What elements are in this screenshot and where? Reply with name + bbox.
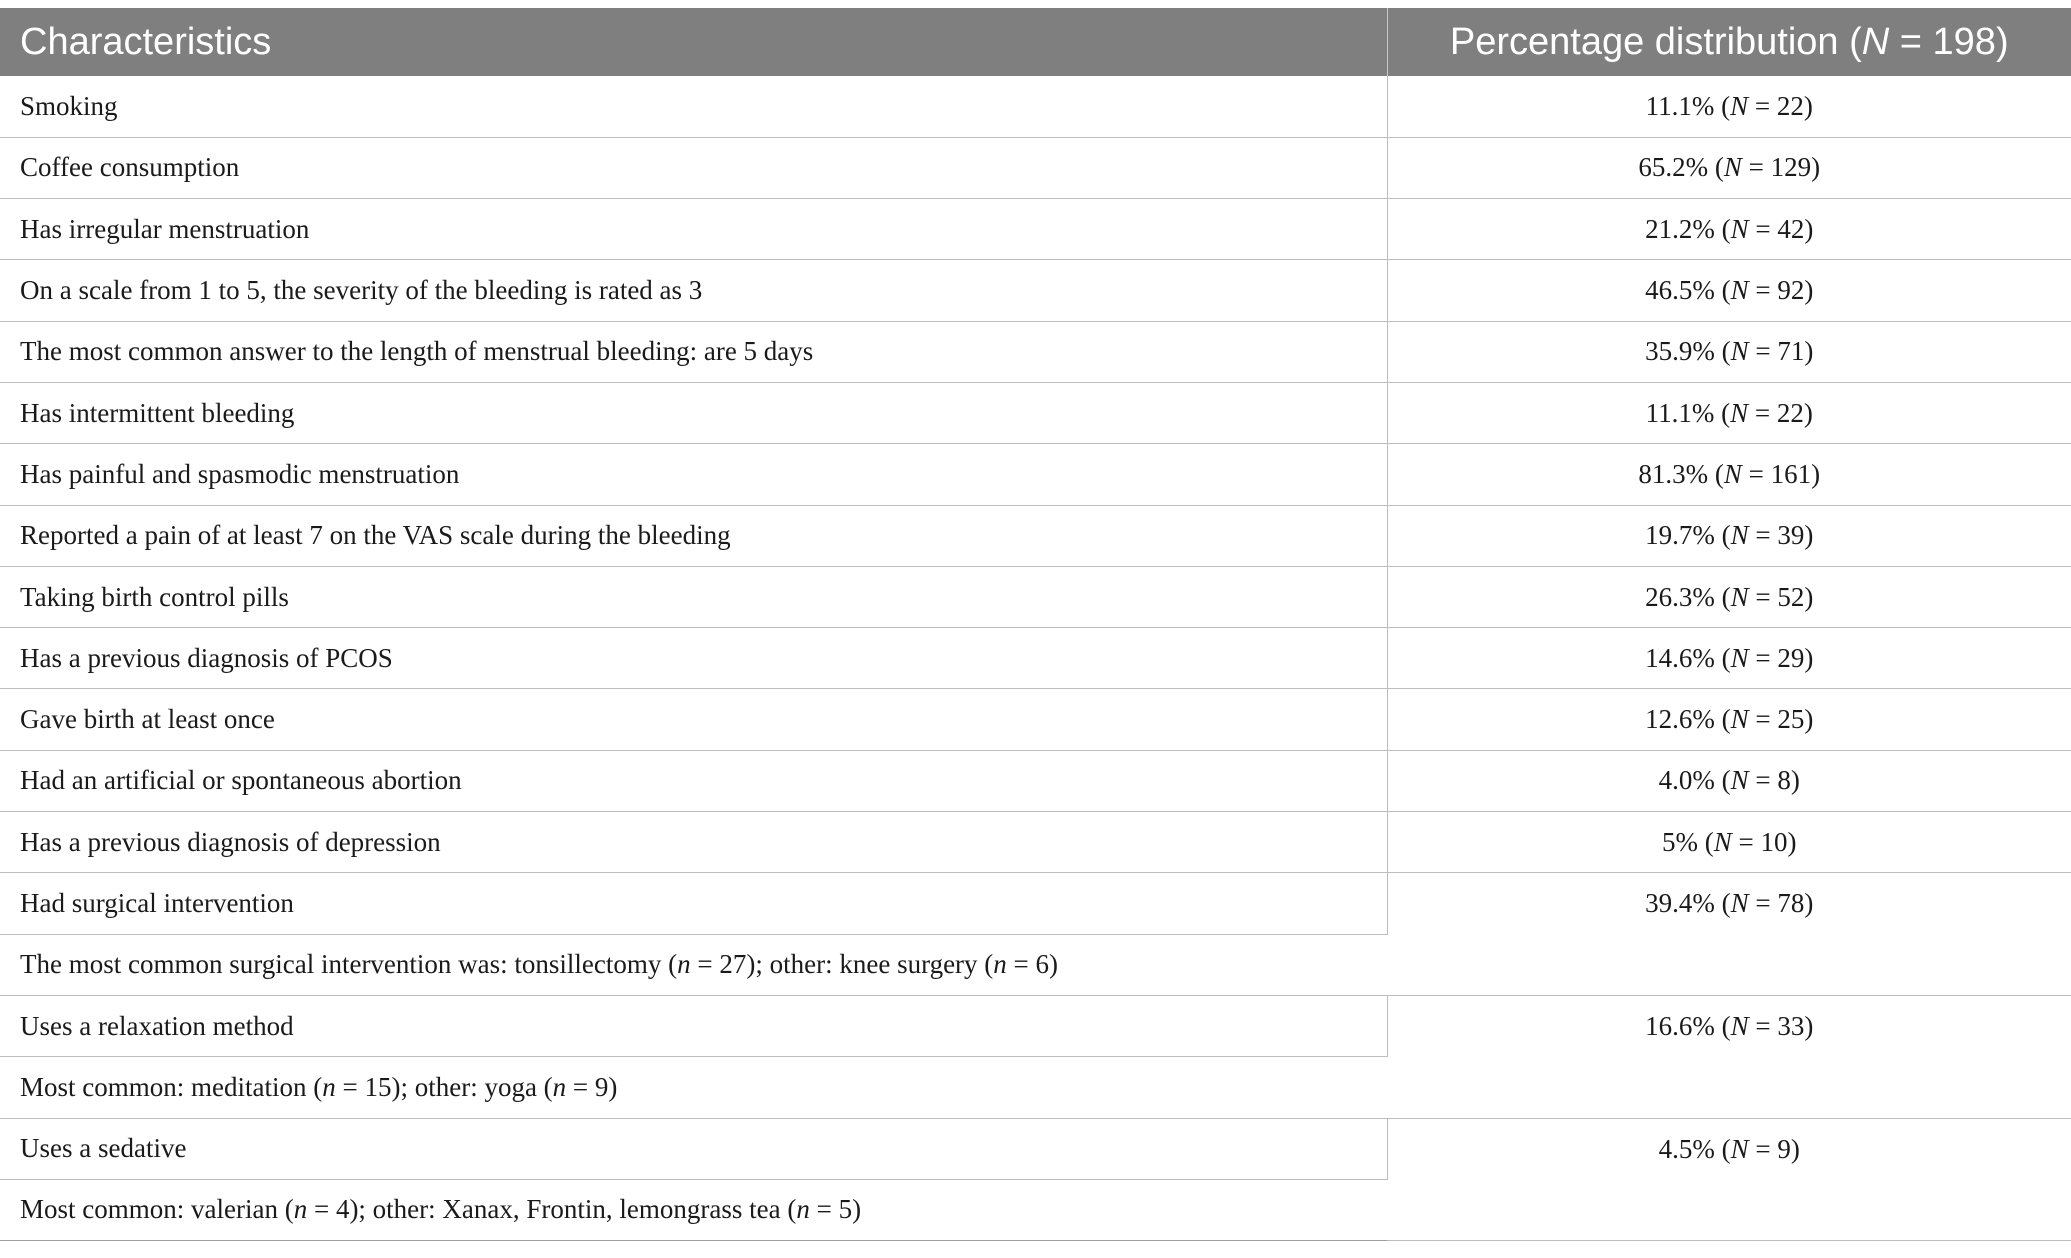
value-n-count: 33 bbox=[1777, 1010, 1805, 1041]
value-n-symbol: N bbox=[1730, 765, 1749, 796]
percentage-value bbox=[1387, 505, 2071, 566]
value-n-symbol: N bbox=[1730, 704, 1749, 735]
value-percent: 16.6% bbox=[1645, 1010, 1715, 1041]
value-open-paren: ( bbox=[1714, 213, 1731, 244]
value-open-paren: ( bbox=[1708, 458, 1724, 489]
characteristic-label: Uses a relaxation method bbox=[0, 995, 1387, 1056]
value-percent: 14.6% bbox=[1645, 642, 1715, 673]
value-close-paren: ) bbox=[1804, 336, 1814, 367]
value-close-paren: ) bbox=[1811, 152, 1821, 183]
detail-value-1: 4 bbox=[335, 1194, 350, 1225]
table-row bbox=[0, 566, 2071, 627]
value-equals: = bbox=[1748, 765, 1778, 796]
detail-text-3: ) bbox=[1049, 949, 1059, 980]
percentage-value bbox=[1387, 873, 2071, 996]
characteristic-label: Has a previous diagnosis of depression bbox=[0, 812, 1387, 873]
table-row bbox=[0, 137, 2071, 198]
characteristic-label: The most common answer to the length of menstrual bleeding: are 5 days bbox=[0, 321, 1387, 382]
table-row bbox=[0, 260, 2071, 321]
characteristic-label: Taking birth control pills bbox=[0, 566, 1387, 627]
value-equals: = bbox=[1748, 1010, 1778, 1041]
characteristics-table bbox=[0, 8, 2071, 1241]
characteristic-label: Has irregular menstruation bbox=[0, 199, 1387, 260]
characteristic-label: Reported a pain of at least 7 on the VAS scale during the bleeding bbox=[0, 505, 1387, 566]
value-equals: = bbox=[1748, 397, 1777, 428]
value-percent: 4.5% bbox=[1658, 1133, 1715, 1164]
value-equals: = bbox=[1748, 704, 1778, 735]
value-equals: = bbox=[1748, 336, 1778, 367]
value-equals: = bbox=[1748, 275, 1778, 306]
value-equals: = bbox=[1748, 213, 1778, 244]
characteristic-label: Uses a sedative bbox=[0, 1118, 1387, 1179]
value-open-paren: ( bbox=[1714, 1010, 1731, 1041]
table-row-group-main bbox=[0, 995, 2071, 1056]
table-row bbox=[0, 505, 2071, 566]
characteristic-label: Gave birth at least once bbox=[0, 689, 1387, 750]
header-col2-var: N bbox=[1861, 20, 1890, 63]
detail-n-symbol: n bbox=[322, 1071, 336, 1102]
detail-equals: = bbox=[566, 1071, 595, 1102]
characteristic-label: Has a previous diagnosis of PCOS bbox=[0, 628, 1387, 689]
detail-equals: = bbox=[809, 1194, 839, 1225]
value-n-count: 9 bbox=[1777, 1133, 1791, 1164]
value-n-count: 129 bbox=[1770, 152, 1812, 183]
value-n-count: 161 bbox=[1770, 458, 1812, 489]
value-close-paren: ) bbox=[1804, 213, 1814, 244]
value-n-count: 42 bbox=[1777, 213, 1805, 244]
value-percent: 19.7% bbox=[1645, 520, 1715, 551]
characteristic-label: Had surgical intervention bbox=[0, 873, 1387, 934]
value-equals: = bbox=[1748, 888, 1778, 919]
value-n-count: 39 bbox=[1777, 520, 1805, 551]
percentage-value bbox=[1387, 76, 2071, 137]
value-percent: 65.2% bbox=[1638, 152, 1709, 183]
value-open-paren: ( bbox=[1714, 1133, 1731, 1164]
value-n-count: 10 bbox=[1760, 826, 1788, 857]
percentage-value bbox=[1387, 812, 2071, 873]
value-percent: 4.0% bbox=[1658, 765, 1715, 796]
value-open-paren: ( bbox=[1714, 704, 1731, 735]
value-percent: 81.3% bbox=[1638, 458, 1709, 489]
detail-text-2: ); other: knee surgery ( bbox=[746, 949, 994, 980]
value-open-paren: ( bbox=[1714, 336, 1731, 367]
percentage-value bbox=[1387, 199, 2071, 260]
characteristics-table-wrapper bbox=[0, 8, 2071, 1241]
header-percentage-distribution bbox=[1387, 8, 2071, 76]
value-equals: = bbox=[1741, 458, 1771, 489]
value-n-count: 29 bbox=[1777, 642, 1805, 673]
detail-value-2: 6 bbox=[1035, 949, 1050, 980]
detail-text-3: ) bbox=[852, 1194, 862, 1225]
value-open-paren: ( bbox=[1714, 275, 1731, 306]
table-row-group-main bbox=[0, 873, 2071, 934]
detail-equals: = bbox=[690, 949, 720, 980]
table-row bbox=[0, 321, 2071, 382]
table-row bbox=[0, 689, 2071, 750]
table-row-group-main bbox=[0, 1118, 2071, 1179]
value-open-paren: ( bbox=[1714, 888, 1731, 919]
percentage-value bbox=[1387, 995, 2071, 1118]
value-equals: = bbox=[1748, 520, 1778, 551]
header-row bbox=[0, 8, 2071, 76]
value-close-paren: ) bbox=[1811, 458, 1821, 489]
detail-n-symbol: n bbox=[993, 949, 1007, 980]
table-row bbox=[0, 628, 2071, 689]
value-n-count: 22 bbox=[1776, 90, 1804, 121]
detail-value-2: 9 bbox=[594, 1071, 609, 1102]
value-close-paren: ) bbox=[1804, 520, 1814, 551]
value-n-symbol: N bbox=[1730, 642, 1749, 673]
percentage-value bbox=[1387, 137, 2071, 198]
value-n-symbol: N bbox=[1713, 826, 1732, 857]
value-n-symbol: N bbox=[1730, 336, 1749, 367]
value-open-paren: ( bbox=[1714, 765, 1731, 796]
table-row bbox=[0, 382, 2071, 443]
detail-text-3: ) bbox=[608, 1071, 618, 1102]
value-n-symbol: N bbox=[1730, 90, 1749, 121]
percentage-value bbox=[1387, 566, 2071, 627]
value-n-symbol: N bbox=[1730, 1010, 1749, 1041]
value-close-paren: ) bbox=[1803, 90, 1813, 121]
value-n-symbol: N bbox=[1730, 1133, 1749, 1164]
value-open-paren: ( bbox=[1714, 642, 1731, 673]
value-n-count: 71 bbox=[1777, 336, 1805, 367]
characteristic-label: On a scale from 1 to 5, the severity of the bleeding is rated as 3 bbox=[0, 260, 1387, 321]
value-percent: 12.6% bbox=[1645, 704, 1715, 735]
table-row bbox=[0, 812, 2071, 873]
value-close-paren: ) bbox=[1804, 642, 1814, 673]
value-percent: 21.2% bbox=[1645, 213, 1715, 244]
value-n-symbol: N bbox=[1730, 581, 1749, 612]
value-n-count: 52 bbox=[1777, 581, 1805, 612]
percentage-value bbox=[1387, 689, 2071, 750]
value-open-paren: ( bbox=[1714, 397, 1731, 428]
table-body bbox=[0, 76, 2071, 1241]
value-equals: = bbox=[1748, 90, 1777, 121]
value-percent: 26.3% bbox=[1645, 581, 1715, 612]
value-percent: 11.1% bbox=[1645, 397, 1715, 428]
characteristic-label: Coffee consumption bbox=[0, 137, 1387, 198]
detail-equals: = bbox=[335, 1071, 365, 1102]
value-open-paren: ( bbox=[1708, 152, 1724, 183]
value-n-count: 78 bbox=[1777, 888, 1805, 919]
detail-n-symbol: n bbox=[293, 1194, 308, 1225]
value-open-paren: ( bbox=[1698, 826, 1714, 857]
value-n-count: 25 bbox=[1777, 704, 1805, 735]
detail-n-symbol: n bbox=[552, 1071, 567, 1102]
value-equals: = bbox=[1748, 642, 1778, 673]
header-characteristics: Characteristics bbox=[0, 8, 1387, 76]
detail-text-2: ); other: Xanax, Frontin, lemongrass tea ( bbox=[349, 1194, 797, 1225]
percentage-value bbox=[1387, 628, 2071, 689]
value-percent: 46.5% bbox=[1645, 275, 1715, 306]
value-close-paren: ) bbox=[1804, 1010, 1814, 1041]
value-close-paren: ) bbox=[1804, 275, 1814, 306]
characteristic-label: Has painful and spasmodic menstruation bbox=[0, 444, 1387, 505]
value-open-paren: ( bbox=[1714, 520, 1731, 551]
value-close-paren: ) bbox=[1804, 581, 1814, 612]
value-n-count: 92 bbox=[1777, 275, 1805, 306]
header-col2-suffix: = 198) bbox=[1889, 20, 2009, 63]
value-n-symbol: N bbox=[1730, 397, 1749, 428]
value-n-symbol: N bbox=[1730, 520, 1749, 551]
value-n-symbol: N bbox=[1723, 152, 1742, 183]
detail-value-2: 5 bbox=[838, 1194, 853, 1225]
value-equals: = bbox=[1748, 581, 1778, 612]
detail-value-1: 27 bbox=[719, 949, 747, 980]
characteristic-label: Smoking bbox=[0, 76, 1387, 137]
value-equals: = bbox=[1741, 152, 1771, 183]
value-close-paren: ) bbox=[1790, 765, 1800, 796]
percentage-value bbox=[1387, 321, 2071, 382]
percentage-value bbox=[1387, 750, 2071, 811]
percentage-value bbox=[1387, 260, 2071, 321]
value-percent: 39.4% bbox=[1645, 888, 1715, 919]
characteristic-detail bbox=[0, 1179, 1387, 1240]
table-row bbox=[0, 750, 2071, 811]
value-n-count: 22 bbox=[1776, 397, 1804, 428]
value-n-symbol: N bbox=[1723, 458, 1742, 489]
value-close-paren: ) bbox=[1803, 397, 1813, 428]
detail-n-symbol: n bbox=[796, 1194, 810, 1225]
percentage-value bbox=[1387, 444, 2071, 505]
value-close-paren: ) bbox=[1787, 826, 1797, 857]
detail-value-1: 15 bbox=[364, 1071, 392, 1102]
table-row bbox=[0, 444, 2071, 505]
table-row bbox=[0, 76, 2071, 137]
detail-text-2: ); other: yoga ( bbox=[391, 1071, 553, 1102]
characteristic-label: Has intermittent bleeding bbox=[0, 382, 1387, 443]
value-n-symbol: N bbox=[1730, 213, 1749, 244]
detail-equals: = bbox=[1006, 949, 1036, 980]
value-n-count: 8 bbox=[1777, 765, 1791, 796]
characteristic-detail bbox=[0, 934, 1387, 995]
detail-text-1: Most common: meditation ( bbox=[20, 1071, 323, 1102]
characteristic-detail bbox=[0, 1057, 1387, 1118]
value-n-symbol: N bbox=[1730, 275, 1749, 306]
detail-text-1: The most common surgical intervention was: tonsillectomy ( bbox=[20, 949, 678, 980]
value-open-paren: ( bbox=[1714, 581, 1731, 612]
value-equals: = bbox=[1731, 826, 1761, 857]
value-percent: 35.9% bbox=[1645, 336, 1715, 367]
detail-equals: = bbox=[307, 1194, 336, 1225]
detail-n-symbol: n bbox=[677, 949, 691, 980]
table-header bbox=[0, 8, 2071, 76]
percentage-value bbox=[1387, 1118, 2071, 1241]
value-equals: = bbox=[1748, 1133, 1778, 1164]
table-row bbox=[0, 199, 2071, 260]
detail-text-1: Most common: valerian ( bbox=[20, 1194, 294, 1225]
value-percent: 5% bbox=[1662, 826, 1698, 857]
value-close-paren: ) bbox=[1790, 1133, 1800, 1164]
value-close-paren: ) bbox=[1804, 888, 1814, 919]
value-n-symbol: N bbox=[1730, 888, 1749, 919]
value-close-paren: ) bbox=[1804, 704, 1814, 735]
percentage-value bbox=[1387, 382, 2071, 443]
characteristic-label: Had an artificial or spontaneous abortion bbox=[0, 750, 1387, 811]
header-col2-prefix: Percentage distribution ( bbox=[1449, 20, 1862, 63]
value-open-paren: ( bbox=[1714, 90, 1731, 121]
value-percent: 11.1% bbox=[1645, 90, 1715, 121]
